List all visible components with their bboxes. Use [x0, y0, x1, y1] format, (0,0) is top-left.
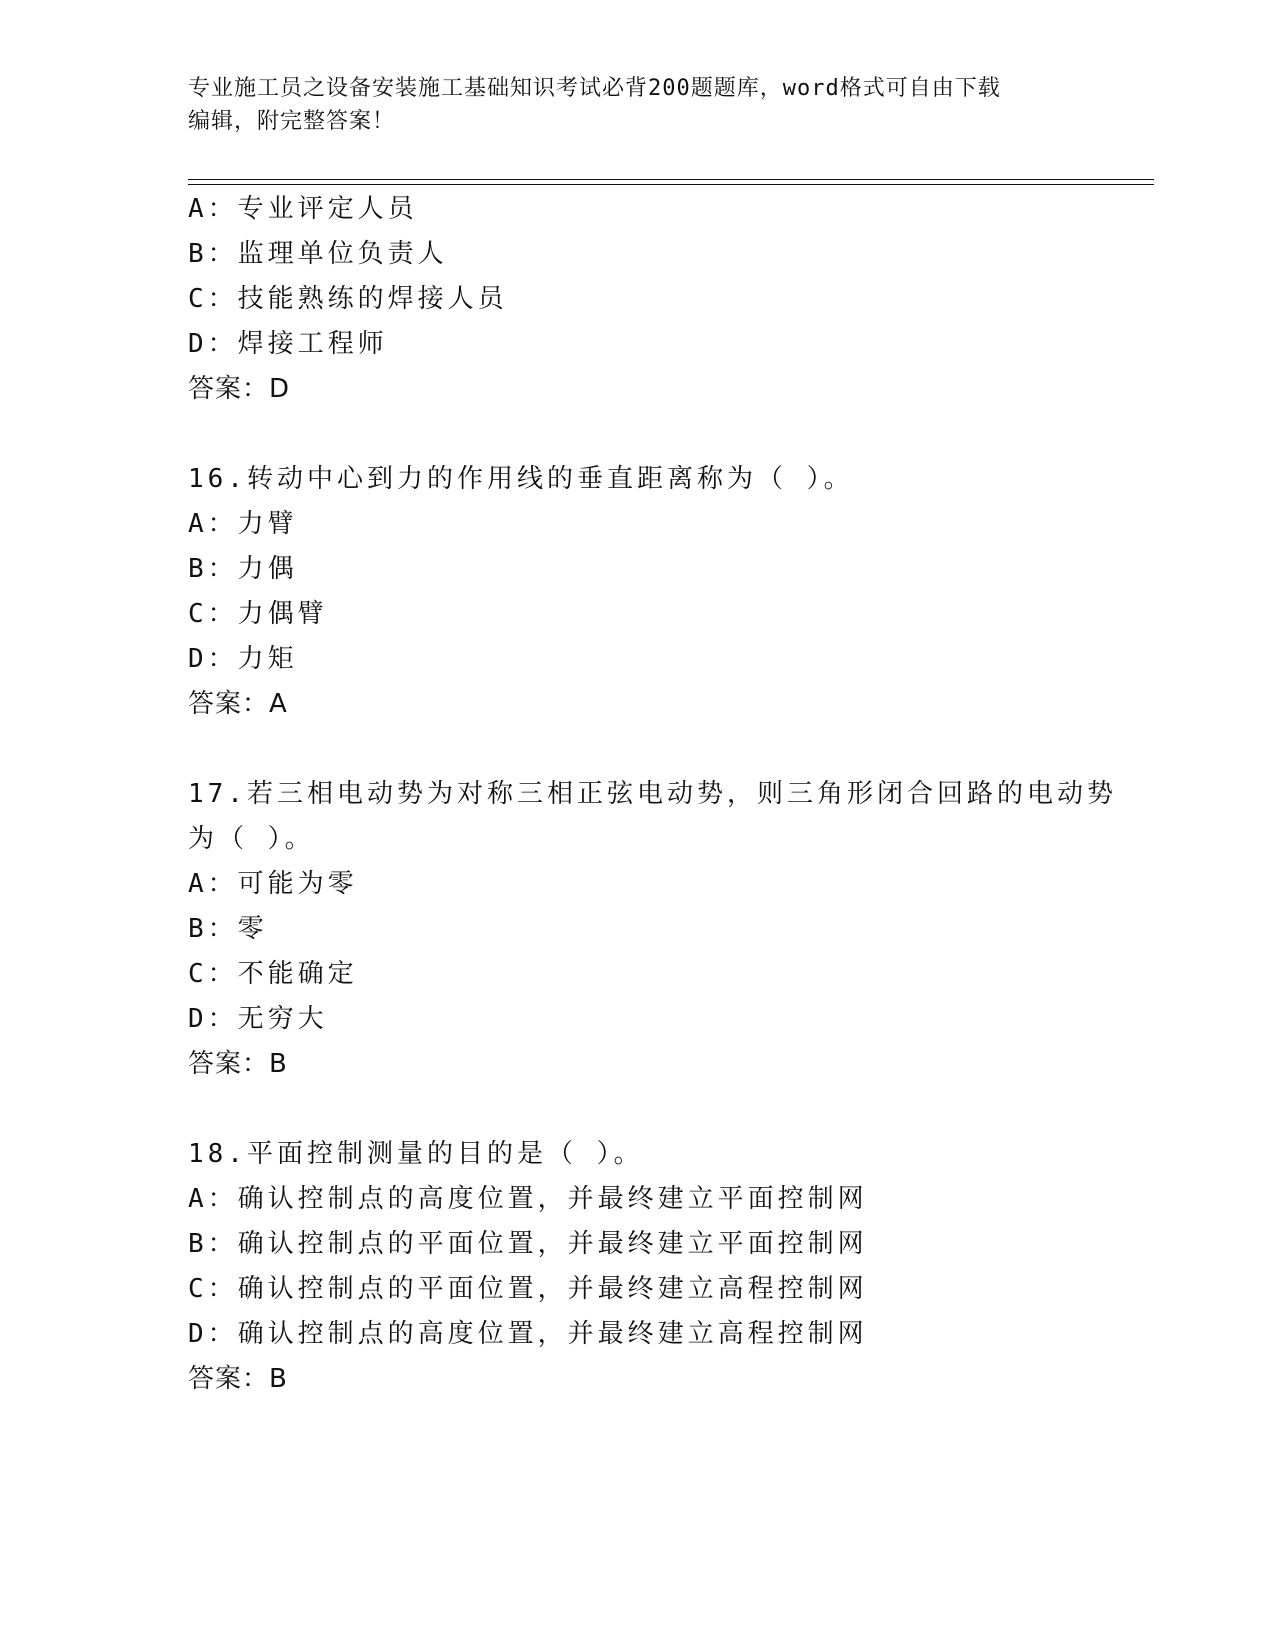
q17-option-b: B：零: [188, 914, 268, 944]
q18-option-a: A：确认控制点的高度位置，并最终建立平面控制网: [188, 1184, 868, 1214]
q18-option-c: C：确认控制点的平面位置，并最终建立高程控制网: [188, 1274, 868, 1304]
q18-option-d: D：确认控制点的高度位置，并最终建立高程控制网: [188, 1319, 868, 1349]
q18-question: 18.平面控制测量的目的是（ ）。: [188, 1139, 644, 1169]
q15-option-d: D：焊接工程师: [188, 329, 388, 359]
q15-option-a: A：专业评定人员: [188, 194, 418, 224]
q16-option-d: D：力矩: [188, 644, 298, 674]
document-header: [188, 72, 1068, 138]
q17-option-c: C：不能确定: [188, 959, 358, 989]
header-line-2: 编辑，附完整答案！: [188, 109, 396, 134]
q15-option-c: C：技能熟练的焊接人员: [188, 284, 508, 314]
q18-answer: 答案：B: [188, 1364, 288, 1394]
q16-option-b: B：力偶: [188, 554, 298, 584]
q18-option-b: B：确认控制点的平面位置，并最终建立平面控制网: [188, 1229, 868, 1259]
q17-question-line-2: 为（ ）。: [188, 824, 315, 854]
q17-option-d: D：无穷大: [188, 1004, 328, 1034]
q16-option-c: C：力偶臂: [188, 599, 328, 629]
q16-option-a: A：力臂: [188, 509, 298, 539]
q17-option-a: A：可能为零: [188, 869, 358, 899]
q17-question-line-1: 17.若三相电动势为对称三相正弦电动势，则三角形闭合回路的电动势: [188, 779, 1117, 809]
q16-question: 16.转动中心到力的作用线的垂直距离称为（ ）。: [188, 464, 854, 494]
q16-answer: 答案：A: [188, 689, 288, 719]
header-divider-bottom: [188, 184, 1154, 185]
q17-answer: 答案：B: [188, 1049, 288, 1079]
q15-option-b: B：监理单位负责人: [188, 239, 448, 269]
q15-answer: 答案：D: [188, 374, 291, 404]
header-divider-top: [188, 179, 1154, 180]
header-line-1: 专业施工员之设备安装施工基础知识考试必背200题题库，word格式可自由下载: [188, 76, 1001, 101]
